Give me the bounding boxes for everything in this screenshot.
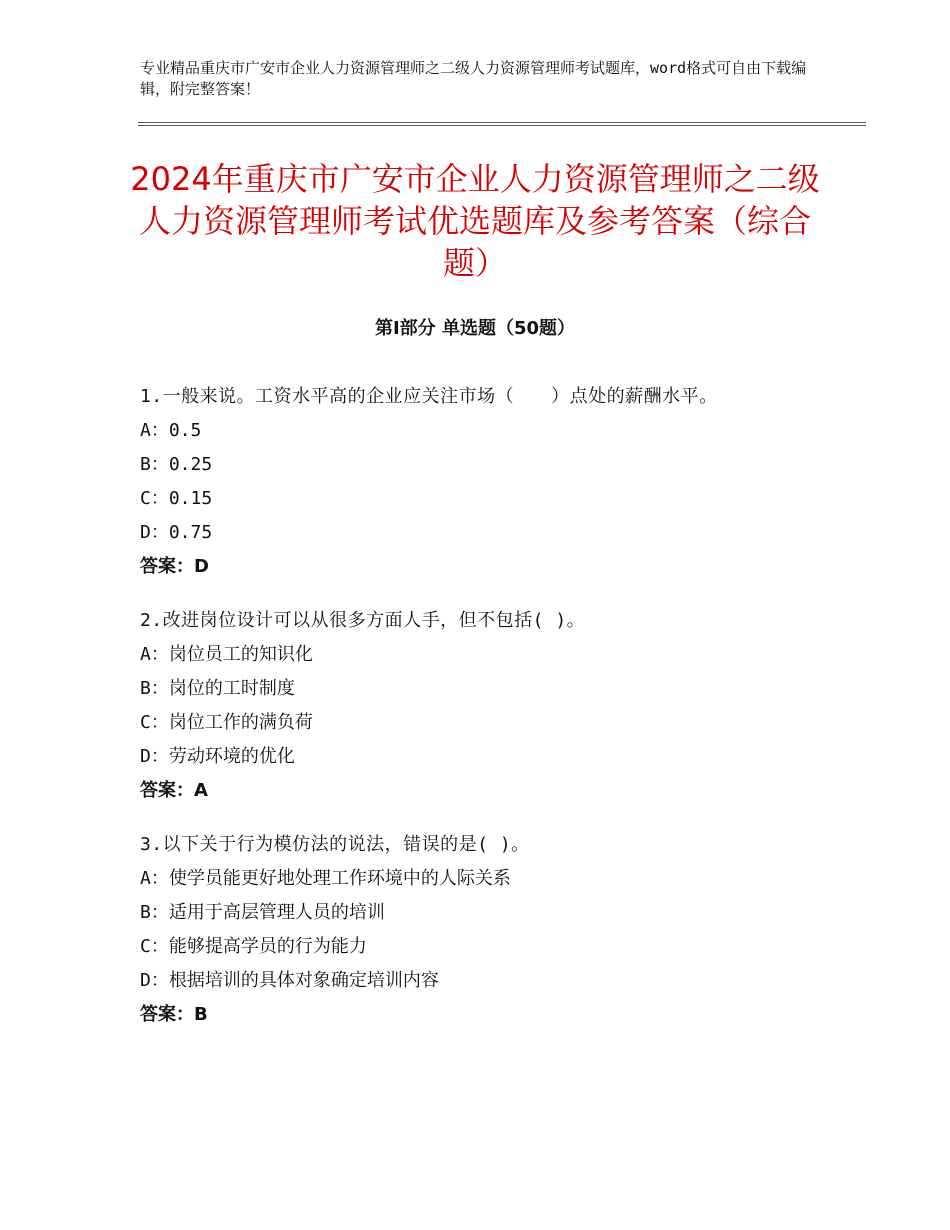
option-d: D：根据培训的具体对象确定培训内容 (140, 970, 439, 991)
option-a: A：岗位员工的知识化 (140, 644, 313, 665)
section-heading: 第Ⅰ部分 单选题（50题） (374, 318, 575, 339)
option-b: B：岗位的工时制度 (140, 678, 295, 699)
option-a: A：0.5 (140, 420, 202, 441)
answer: 答案：B (140, 1004, 208, 1025)
question-list (140, 380, 790, 1052)
question-text: 3.以下关于行为模仿法的说法，错误的是( )。 (140, 834, 530, 855)
option-d: D：0.75 (140, 522, 213, 543)
question-text: 1.一般来说。工资水平高的企业应关注市场（ ）点处的薪酬水平。 (140, 386, 718, 407)
header-note: 专业精品重庆市广安市企业人力资源管理师之二级人力资源管理师考试题库，word格式可自由下载编辑，附完整答案！ (140, 59, 807, 98)
answer: 答案：D (140, 556, 209, 577)
option-a: A：使学员能更好地处理工作环境中的人际关系 (140, 868, 511, 889)
option-b: B：0.25 (140, 454, 213, 475)
header-divider (138, 122, 866, 126)
answer: 答案：A (140, 780, 208, 801)
question-1 (140, 380, 790, 584)
option-c: C：0.15 (140, 488, 213, 509)
option-d: D：劳动环境的优化 (140, 746, 295, 767)
document-title: 2024年重庆市广安市企业人力资源管理师之二级人力资源管理师考试优选题库及参考答案（综合题） (130, 160, 820, 282)
option-c: C：岗位工作的满负荷 (140, 712, 313, 733)
question-3 (140, 828, 790, 1032)
option-b: B：适用于高层管理人员的培训 (140, 902, 385, 923)
question-text: 2.改进岗位设计可以从很多方面人手，但不包括( )。 (140, 610, 586, 631)
option-c: C：能够提高学员的行为能力 (140, 936, 367, 957)
question-2 (140, 604, 790, 808)
